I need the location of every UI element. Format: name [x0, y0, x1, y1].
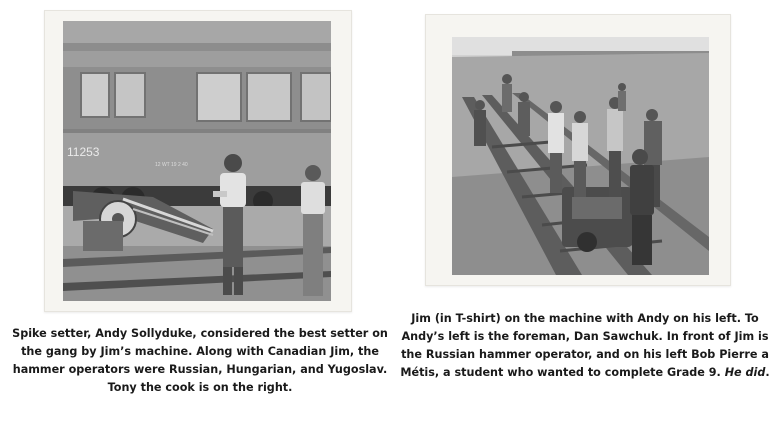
car-lettering: 12 WT 19 2 40 [155, 162, 188, 168]
photo-track-crew [452, 37, 709, 275]
photo-rail-car-spike-setter [63, 21, 331, 301]
photo-print-left [44, 10, 352, 312]
car-number: 11253 [67, 145, 100, 159]
photo-left-image [63, 21, 331, 301]
photo-right-image [452, 37, 709, 275]
caption-right-emphasis: He did [724, 366, 766, 379]
photo-print-right [425, 14, 731, 286]
caption-right-main: Jim (in T-shirt) on the machine with Andy on his left. To Andy’s left is the foreman, Dan Sawchuk. In front of Jim is the Russian hammer operator, and on his left Bob Pierre a Métis, a student who wanted to complete Grade 9. [400, 312, 769, 379]
caption-left: Spike setter, Andy Sollyduke, considered the best setter on the gang by Jim’s machine. Along with Canadian Jim, the hammer operators were Russian, Hungarian, and Yugoslav. Tony the cook is on the right. [12, 327, 388, 394]
caption-right: Jim (in T-shirt) on the machine with Andy on his left. To Andy’s left is the foreman, Dan Sawchuk. In front of Jim is the Russian hammer operator, and on his left Bob Pierre a Métis, a student who wanted to complete Grade 9. He did. [400, 312, 770, 379]
